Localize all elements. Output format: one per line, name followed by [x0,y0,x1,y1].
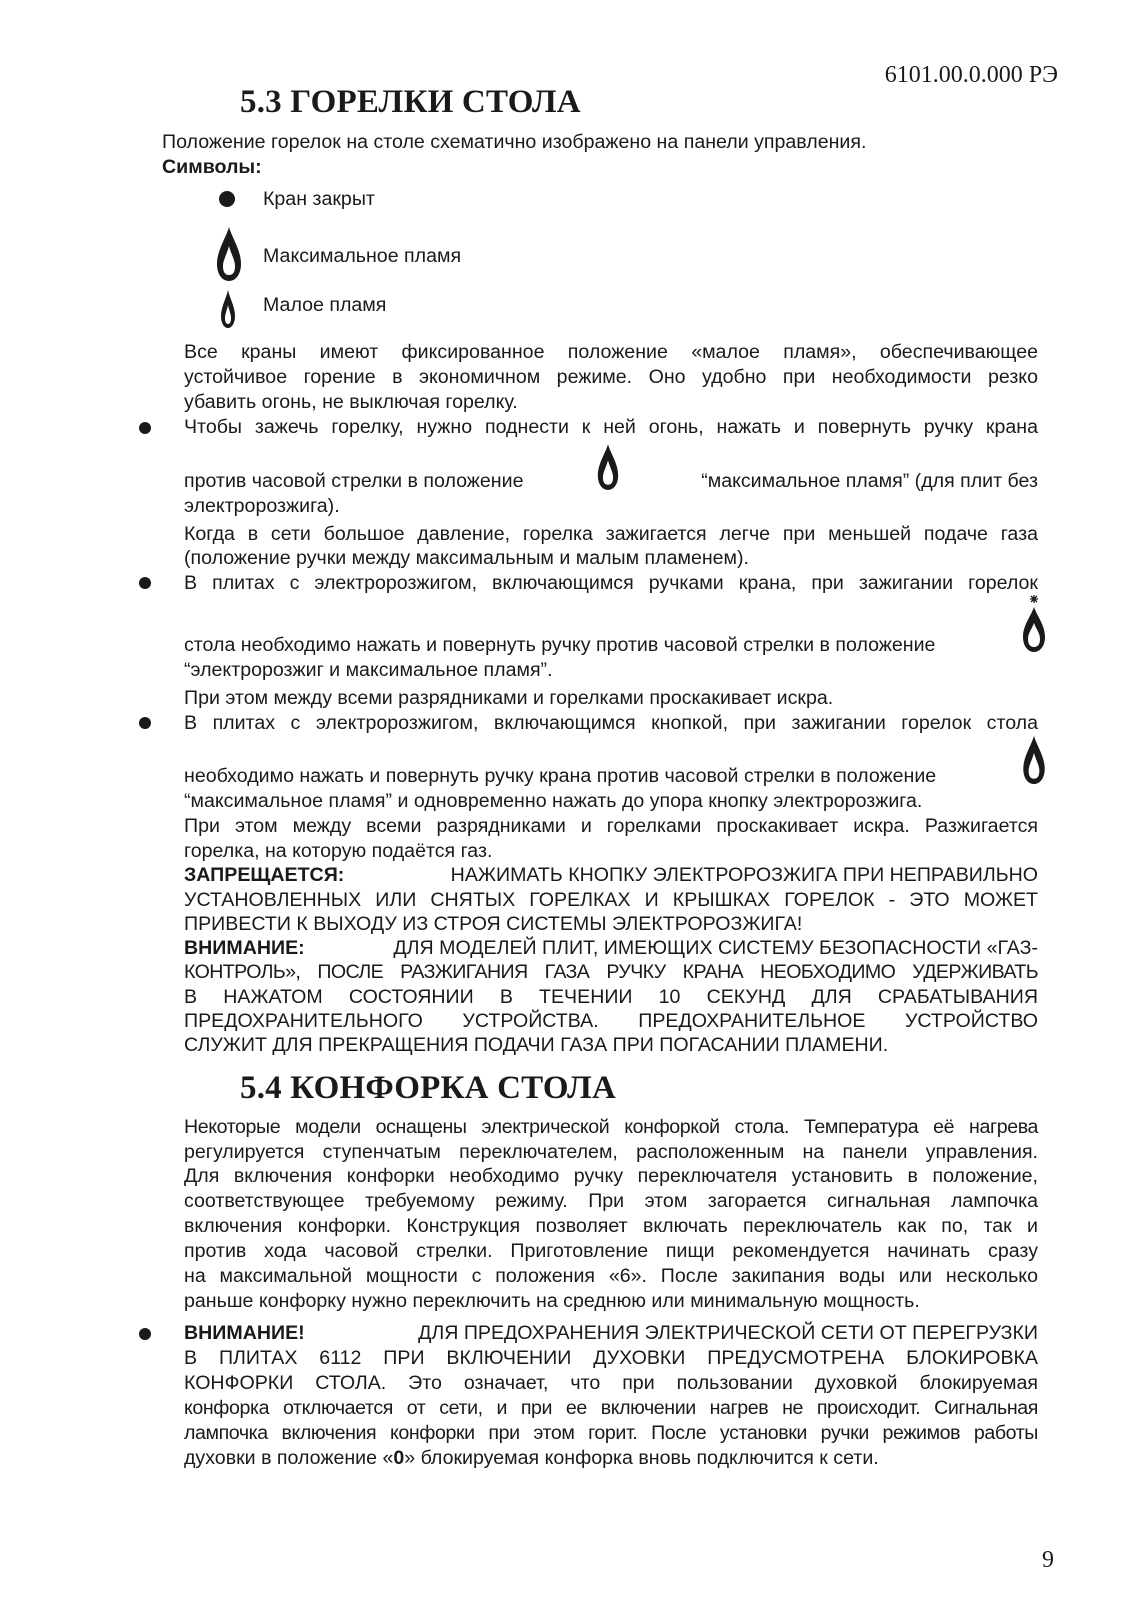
paragraph-line: регулируется ступенчатым переключателем, расположенным на панели управления. [184,1141,1038,1163]
paragraph-line: на максимальной мощности с положения «6». После закипания воды или несколько [184,1265,1038,1287]
paragraph-line: Чтобы зажечь горелку, нужно поднести к ней огонь, нажать и повернуть ручку крана [184,416,1038,438]
paragraph-line: (положение ручки между максимальным и малым пламенем). [184,547,749,569]
paragraph-line: В НАЖАТОМ СОСТОЯНИИ В ТЕЧЕНИИ 10 СЕКУНД ДЛЯ СРАБАТЫВАНИЯ [184,986,1038,1008]
paragraph-line: КОНФОРКИ СТОЛА. Это означает, что при пользовании духовкой блокируемая [184,1372,1038,1394]
paragraph-line: В ПЛИТАХ 6112 ПРИ ВКЛЮЧЕНИИ ДУХОВКИ ПРЕДУСМОТРЕНА БЛОКИРОВКА [184,1347,1038,1369]
paragraph-fragment: против часовой стрелки в положение [184,470,524,492]
paragraph-line: Когда в сети большое давление, горелка зажигается легче при меньшей подаче газа [184,523,1038,545]
warning-label: ВНИМАНИЕ! [184,1322,305,1344]
paragraph-line: ПРИВЕСТИ К ВЫХОДУ ИЗ СТРОЯ СИСТЕМЫ ЭЛЕКТРОРОЗЖИГА! [184,913,803,935]
paragraph-line: стола необходимо нажать и повернуть ручку против часовой стрелки в положение [184,634,936,656]
paragraph-line: соответствующее требуемому режиму. При этом загорается сигнальная лампочка [184,1190,1038,1212]
paragraph-line [184,1446,879,1471]
paragraph-line: Все краны имеют фиксированное положение «малое пламя», обеспечивающее [184,341,1038,363]
large-flame-icon [597,443,619,491]
bullet-icon [139,422,151,434]
position-zero: 0 [393,1447,405,1469]
paragraph-line: КОНТРОЛЬ», ПОСЛЕ РАЗЖИГАНИЯ ГАЗА РУЧКУ КРАНА НЕОБХОДИМО УДЕРЖИВАТЬ [184,961,1038,983]
paragraph-fragment: » блокируемая конфорка вновь подключится к сети. [404,1447,879,1469]
paragraph-line: конфорка отключается от сети, и при ее включении нагрев не происходит. Сигнальная [184,1397,1038,1419]
document-code: 6101.00.0.000 РЭ [884,62,1058,88]
paragraph-fragment: НАЖИМАТЬ КНОПКУ ЭЛЕКТРОРОЗЖИГА ПРИ НЕПРАВИЛЬНО [450,864,1038,886]
paragraph-line: включения конфорки. Конструкция позволяет включать переключатель как по, так и [184,1215,1038,1237]
symbol-label-closed: Кран закрыт [263,188,375,210]
paragraph-line: В плитах с электророзжигом, включающимся кнопкой, при зажигании горелок стола [184,712,1038,734]
large-flame-icon [216,226,242,282]
bullet-icon [139,717,151,729]
paragraph-line-with-icon [184,469,1038,494]
paragraph-line: Для включения конфорки необходимо ручку переключателя установить в положение, [184,1165,1038,1187]
paragraph-line: При этом между всеми разрядниками и горелками проскакивает искра. Разжигается [184,815,1038,837]
paragraph-line: электророзжига). [184,495,340,517]
symbol-label-max-flame: Максимальное пламя [263,245,462,267]
paragraph-line: против хода часовой стрелки. Приготовление пищи рекомендуется начинать сразу [184,1240,1038,1262]
paragraph-line: УСТАНОВЛЕННЫХ ИЛИ СНЯТЫХ ГОРЕЛКАХ И КРЫШКАХ ГОРЕЛОК - ЭТО МОЖЕТ [184,889,1038,911]
attention-line [184,936,1038,961]
small-flame-icon [220,289,236,329]
forbid-label: ЗАПРЕЩАЕТСЯ: [184,864,345,886]
paragraph-line: Некоторые модели оснащены электрической конфоркой стола. Температура её нагрева [184,1116,1038,1138]
paragraph-line: СЛУЖИТ ДЛЯ ПРЕКРАЩЕНИЯ ПОДАЧИ ГАЗА ПРИ ПОГАСАНИИ ПЛАМЕНИ. [184,1034,889,1056]
paragraph-line: лампочка включения конфорки при этом горит. После установки ручки режимов работы [184,1422,1038,1444]
spark-flame-icon [1022,595,1046,653]
paragraph-line: горелка, на которую подаётся газ. [184,840,493,862]
warning-line [184,1321,1038,1346]
paragraph-line: устойчивое горение в экономичном режиме. Оно удобно при необходимости резко [184,366,1038,388]
attention-label: ВНИМАНИЕ: [184,937,305,959]
section-5-3-intro: Положение горелок на столе схематично изображено на панели управления. [162,131,867,153]
paragraph-fragment: духовки в положение « [184,1447,394,1469]
symbol-label-small-flame: Малое пламя [263,294,387,316]
tap-closed-icon [219,191,235,207]
bullet-icon [139,1328,151,1340]
bullet-icon [139,577,151,589]
paragraph-line: раньше конфорку нужно переключить на среднюю или минимальную мощность. [184,1290,920,1312]
paragraph-fragment: ДЛЯ МОДЕЛЕЙ ПЛИТ, ИМЕЮЩИХ СИСТЕМУ БЕЗОПАСНОСТИ «ГАЗ- [393,937,1038,959]
paragraph-line: В плитах с электророзжигом, включающимся ручками крана, при зажигании горелок [184,572,1038,594]
section-5-4-title: 5.4 КОНФОРКА СТОЛА [240,1070,616,1106]
paragraph-line: При этом между всеми разрядниками и горелками проскакивает искра. [184,687,834,709]
paragraph-line: ПРЕДОХРАНИТЕЛЬНОГО УСТРОЙСТВА. ПРЕДОХРАНИТЕЛЬНОЕ УСТРОЙСТВО [184,1010,1038,1032]
paragraph-line: убавить огонь, не выключая горелку. [184,391,518,413]
paragraph-line: необходимо нажать и повернуть ручку крана против часовой стрелки в положение [184,765,937,787]
paragraph-fragment: “максимальное пламя” (для плит без [701,470,1038,492]
large-flame-icon [1022,735,1046,785]
symbols-heading: Символы: [162,156,262,178]
section-5-3-title: 5.3 ГОРЕЛКИ СТОЛА [240,84,581,120]
page-number: 9 [1042,1547,1054,1573]
paragraph-line: “электророзжиг и максимальное пламя”. [184,659,553,681]
paragraph-fragment: ДЛЯ ПРЕДОХРАНЕНИЯ ЭЛЕКТРИЧЕСКОЙ СЕТИ ОТ ПЕРЕГРУЗКИ [418,1322,1038,1344]
paragraph-line: “максимальное пламя” и одновременно нажать до упора кнопку электророзжига. [184,790,923,812]
forbid-line [184,863,1038,888]
